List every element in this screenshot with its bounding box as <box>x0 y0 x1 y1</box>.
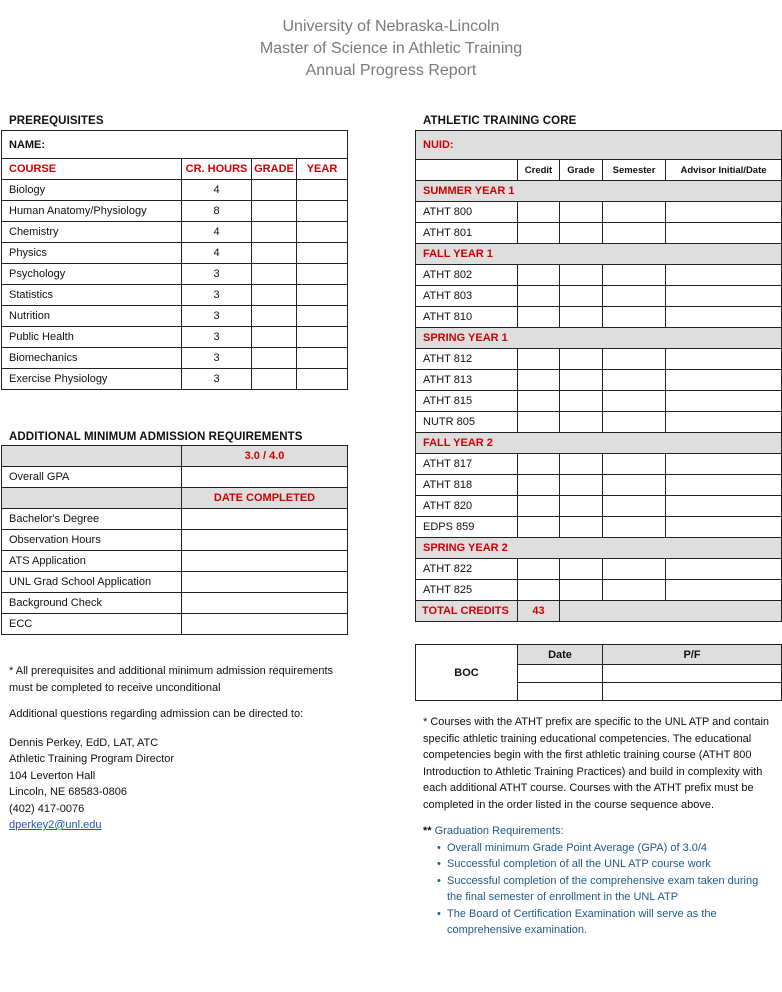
contact-phone: (402) 417-0076 <box>9 802 85 815</box>
list-item: • Successful completion of the comprehensive exam taken during the final semester of enrollment in the UNL ATP <box>423 873 771 906</box>
grade-cell[interactable] <box>560 202 603 223</box>
course-name: Biomechanics <box>2 348 182 369</box>
total-blank <box>560 601 782 622</box>
course-name: Psychology <box>2 264 182 285</box>
admission-table <box>1 445 348 635</box>
semester-cell[interactable] <box>603 265 666 286</box>
credit-cell[interactable] <box>518 580 560 601</box>
core-course: ATHT 817 <box>416 454 518 475</box>
section-title: FALL YEAR 1 <box>416 244 782 265</box>
table-row <box>2 243 348 264</box>
table-row <box>2 593 348 614</box>
table-row <box>416 559 782 580</box>
core-course: ATHT 801 <box>416 223 518 244</box>
date-completed-header: DATE COMPLETED <box>182 488 348 509</box>
semester-cell[interactable] <box>603 223 666 244</box>
core-course: ATHT 820 <box>416 496 518 517</box>
core-course: ATHT 802 <box>416 265 518 286</box>
report-header <box>0 16 782 82</box>
credit-cell[interactable] <box>518 559 560 580</box>
advisor-cell[interactable] <box>666 370 782 391</box>
year-cell[interactable] <box>297 264 348 285</box>
table-row <box>416 349 782 370</box>
program-name: Master of Science in Athletic Training <box>259 40 523 57</box>
year-cell[interactable] <box>297 348 348 369</box>
course-name: Human Anatomy/Physiology <box>2 201 182 222</box>
grade-cell[interactable] <box>560 496 603 517</box>
grade-cell[interactable] <box>252 243 297 264</box>
left-notes <box>9 663 339 834</box>
graduation-star: ** <box>423 825 432 837</box>
course-name: Chemistry <box>2 222 182 243</box>
right-notes <box>423 714 771 939</box>
year-cell[interactable] <box>297 306 348 327</box>
boc-pf-cell[interactable] <box>603 683 782 701</box>
table-row <box>416 307 782 328</box>
col-year: YEAR <box>297 159 348 180</box>
contact-name: Dennis Perkey, EdD, LAT, ATC <box>9 736 159 749</box>
advisor-cell[interactable] <box>666 391 782 412</box>
grade-cell[interactable] <box>252 222 297 243</box>
name-field[interactable]: NAME: <box>2 131 348 159</box>
semester-cell[interactable] <box>603 370 666 391</box>
year-cell[interactable] <box>297 243 348 264</box>
credit-cell[interactable] <box>518 517 560 538</box>
grade-cell[interactable] <box>252 264 297 285</box>
grade-cell[interactable] <box>560 412 603 433</box>
section-row <box>416 244 782 265</box>
credit-cell[interactable] <box>518 496 560 517</box>
credit-cell[interactable] <box>518 349 560 370</box>
requirement-label: Observation Hours <box>2 530 182 551</box>
credit-cell[interactable] <box>518 286 560 307</box>
table-row <box>2 180 348 201</box>
boc-pf-cell[interactable] <box>603 665 782 683</box>
credit-cell[interactable] <box>518 370 560 391</box>
grade-cell[interactable] <box>560 517 603 538</box>
table-row <box>2 572 348 593</box>
list-item: • Overall minimum Grade Point Average (GPA) of 3.0/4 <box>423 840 771 857</box>
date-completed-cell[interactable] <box>182 530 348 551</box>
advisor-cell[interactable] <box>666 265 782 286</box>
date-completed-cell[interactable] <box>182 593 348 614</box>
boc-date-cell[interactable] <box>518 665 603 683</box>
grade-cell[interactable] <box>252 180 297 201</box>
section-row <box>416 181 782 202</box>
total-credits-value: 43 <box>518 601 560 622</box>
section-row <box>416 328 782 349</box>
year-cell[interactable] <box>297 180 348 201</box>
core-course: ATHT 815 <box>416 391 518 412</box>
table-row <box>416 286 782 307</box>
admission-title: ADDITIONAL MINIMUM ADMISSION REQUIREMENTS <box>9 431 303 443</box>
table-row <box>2 530 348 551</box>
section-title: FALL YEAR 2 <box>416 433 782 454</box>
semester-cell[interactable] <box>603 412 666 433</box>
grade-cell[interactable] <box>252 369 297 390</box>
grade-cell[interactable] <box>560 286 603 307</box>
contact-intro: Additional questions regarding admission can be directed to: <box>9 708 304 720</box>
table-row <box>2 285 348 306</box>
col-hours: CR. HOURS <box>182 159 252 180</box>
semester-cell[interactable] <box>603 307 666 328</box>
col-course: COURSE <box>2 159 182 180</box>
col-credit: Credit <box>518 160 560 181</box>
list-item: • Successful completion of all the UNL ATP course work <box>423 856 771 873</box>
course-hours: 3 <box>182 285 252 306</box>
requirement-label: ATS Application <box>2 551 182 572</box>
core-course: ATHT 813 <box>416 370 518 391</box>
advisor-cell[interactable] <box>666 580 782 601</box>
advisor-cell[interactable] <box>666 349 782 370</box>
table-row <box>416 223 782 244</box>
table-row <box>2 264 348 285</box>
advisor-cell[interactable] <box>666 559 782 580</box>
grade-cell[interactable] <box>560 223 603 244</box>
course-name: Physics <box>2 243 182 264</box>
credit-cell[interactable] <box>518 223 560 244</box>
credit-cell[interactable] <box>518 265 560 286</box>
year-cell[interactable] <box>297 369 348 390</box>
credit-cell[interactable] <box>518 307 560 328</box>
section-title: SPRING YEAR 1 <box>416 328 782 349</box>
table-row <box>2 369 348 390</box>
core-course: ATHT 822 <box>416 559 518 580</box>
core-course: ATHT 818 <box>416 475 518 496</box>
course-hours: 3 <box>182 369 252 390</box>
boc-table <box>415 644 782 701</box>
course-hours: 4 <box>182 243 252 264</box>
course-hours: 3 <box>182 348 252 369</box>
core-header-blank <box>416 160 518 181</box>
table-row <box>2 614 348 635</box>
table-row <box>416 202 782 223</box>
table-row <box>2 327 348 348</box>
credit-cell[interactable] <box>518 412 560 433</box>
date-header-blank <box>2 488 182 509</box>
table-row <box>2 222 348 243</box>
section-title: SUMMER YEAR 1 <box>416 181 782 202</box>
core-course: ATHT 825 <box>416 580 518 601</box>
year-cell[interactable] <box>297 285 348 306</box>
report-title: Annual Progress Report <box>305 62 477 79</box>
table-row <box>416 496 782 517</box>
advisor-cell[interactable] <box>666 307 782 328</box>
semester-cell[interactable] <box>603 496 666 517</box>
col-grade: GRADE <box>252 159 297 180</box>
list-item: • The Board of Certification Examination will serve as the comprehensive examination. <box>423 906 771 939</box>
requirement-label: Background Check <box>2 593 182 614</box>
advisor-cell[interactable] <box>666 223 782 244</box>
grade-cell[interactable] <box>252 201 297 222</box>
table-row <box>416 580 782 601</box>
grade-cell[interactable] <box>252 327 297 348</box>
graduation-title: Graduation Requirements: <box>434 825 564 837</box>
core-course: ATHT 812 <box>416 349 518 370</box>
year-cell[interactable] <box>297 222 348 243</box>
year-cell[interactable] <box>297 327 348 348</box>
boc-pf-header: P/F <box>603 645 782 665</box>
table-row <box>416 265 782 286</box>
table-row <box>2 348 348 369</box>
table-row <box>416 517 782 538</box>
course-name: Statistics <box>2 285 182 306</box>
semester-cell[interactable] <box>603 475 666 496</box>
credit-cell[interactable] <box>518 202 560 223</box>
contact-email-link[interactable]: dperkey2@unl.edu <box>9 819 102 831</box>
university-name: University of Nebraska-Lincoln <box>282 18 500 35</box>
gpa-label: Overall GPA <box>2 467 182 488</box>
grade-cell[interactable] <box>560 454 603 475</box>
gpa-header-blank <box>2 446 182 467</box>
prerequisites-title: PREREQUISITES <box>9 115 104 127</box>
nuid-field[interactable]: NUID: <box>416 131 782 160</box>
core-course: ATHT 800 <box>416 202 518 223</box>
course-hours: 3 <box>182 306 252 327</box>
advisor-cell[interactable] <box>666 286 782 307</box>
course-hours: 4 <box>182 222 252 243</box>
semester-cell[interactable] <box>603 517 666 538</box>
course-name: Nutrition <box>2 306 182 327</box>
requirement-label: UNL Grad School Application <box>2 572 182 593</box>
grade-cell[interactable] <box>560 391 603 412</box>
grade-cell[interactable] <box>560 559 603 580</box>
core-course: ATHT 803 <box>416 286 518 307</box>
core-course: ATHT 810 <box>416 307 518 328</box>
prereq-note: * All prerequisites and additional minimum admission requirements must be completed to receive unconditional <box>9 665 334 694</box>
graduation-heading <box>423 823 771 840</box>
section-row <box>416 433 782 454</box>
requirement-label: ECC <box>2 614 182 635</box>
core-table <box>415 130 782 622</box>
course-hours: 4 <box>182 180 252 201</box>
semester-cell[interactable] <box>603 349 666 370</box>
semester-cell[interactable] <box>603 286 666 307</box>
grade-cell[interactable] <box>560 307 603 328</box>
course-hours: 3 <box>182 264 252 285</box>
gpa-value-cell[interactable] <box>182 467 348 488</box>
table-row <box>416 412 782 433</box>
section-row <box>416 538 782 559</box>
credit-cell[interactable] <box>518 454 560 475</box>
year-cell[interactable] <box>297 201 348 222</box>
col-advisor: Advisor Initial/Date <box>666 160 782 181</box>
course-hours: 8 <box>182 201 252 222</box>
table-row <box>2 551 348 572</box>
course-hours: 3 <box>182 327 252 348</box>
contact-title: Athletic Training Program Director <box>9 753 175 765</box>
grade-cell[interactable] <box>560 265 603 286</box>
advisor-cell[interactable] <box>666 202 782 223</box>
semester-cell[interactable] <box>603 391 666 412</box>
graduation-list <box>423 840 771 939</box>
core-course: EDPS 859 <box>416 517 518 538</box>
gpa-scale: 3.0 / 4.0 <box>182 446 348 467</box>
course-name: Exercise Physiology <box>2 369 182 390</box>
table-row <box>2 509 348 530</box>
contact-address-1: 104 Leverton Hall <box>9 769 96 782</box>
advisor-cell[interactable] <box>666 517 782 538</box>
total-credits-label: TOTAL CREDITS <box>416 601 518 622</box>
contact-address-2: Lincoln, NE 68583-0806 <box>9 786 128 798</box>
date-completed-cell[interactable] <box>182 614 348 635</box>
grade-cell[interactable] <box>252 306 297 327</box>
grade-cell[interactable] <box>560 349 603 370</box>
advisor-cell[interactable] <box>666 412 782 433</box>
date-completed-cell[interactable] <box>182 572 348 593</box>
semester-cell[interactable] <box>603 559 666 580</box>
section-title: SPRING YEAR 2 <box>416 538 782 559</box>
prerequisites-table <box>1 130 348 390</box>
boc-date-header: Date <box>518 645 603 665</box>
advisor-cell[interactable] <box>666 454 782 475</box>
credit-cell[interactable] <box>518 391 560 412</box>
core-title: ATHLETIC TRAINING CORE <box>423 115 577 127</box>
core-course: NUTR 805 <box>416 412 518 433</box>
advisor-cell[interactable] <box>666 475 782 496</box>
boc-label: BOC <box>416 645 518 701</box>
semester-cell[interactable] <box>603 202 666 223</box>
date-completed-cell[interactable] <box>182 551 348 572</box>
credit-cell[interactable] <box>518 475 560 496</box>
col-core-grade: Grade <box>560 160 603 181</box>
grade-cell[interactable] <box>252 285 297 306</box>
table-row <box>2 306 348 327</box>
boc-date-cell[interactable] <box>518 683 603 701</box>
table-row <box>416 370 782 391</box>
course-name: Public Health <box>2 327 182 348</box>
date-completed-cell[interactable] <box>182 509 348 530</box>
col-semester: Semester <box>603 160 666 181</box>
course-name: Biology <box>2 180 182 201</box>
table-row <box>416 391 782 412</box>
requirement-label: Bachelor's Degree <box>2 509 182 530</box>
grade-cell[interactable] <box>560 475 603 496</box>
table-row <box>416 454 782 475</box>
semester-cell[interactable] <box>603 454 666 475</box>
athp-note: * Courses with the ATHT prefix are specific to the UNL ATP and contain specific athletic training educational competencies. The educational competencies begin with the first athletic training course (ATHT 800 Introduction to Athletic Training Practices) and build in complexity with each additional ATHT course. Courses with the ATHT prefix must be completed in the order listed in the course sequence above. <box>423 716 770 811</box>
advisor-cell[interactable] <box>666 496 782 517</box>
table-row <box>2 201 348 222</box>
grade-cell[interactable] <box>252 348 297 369</box>
table-row <box>416 475 782 496</box>
semester-cell[interactable] <box>603 580 666 601</box>
grade-cell[interactable] <box>560 370 603 391</box>
grade-cell[interactable] <box>560 580 603 601</box>
